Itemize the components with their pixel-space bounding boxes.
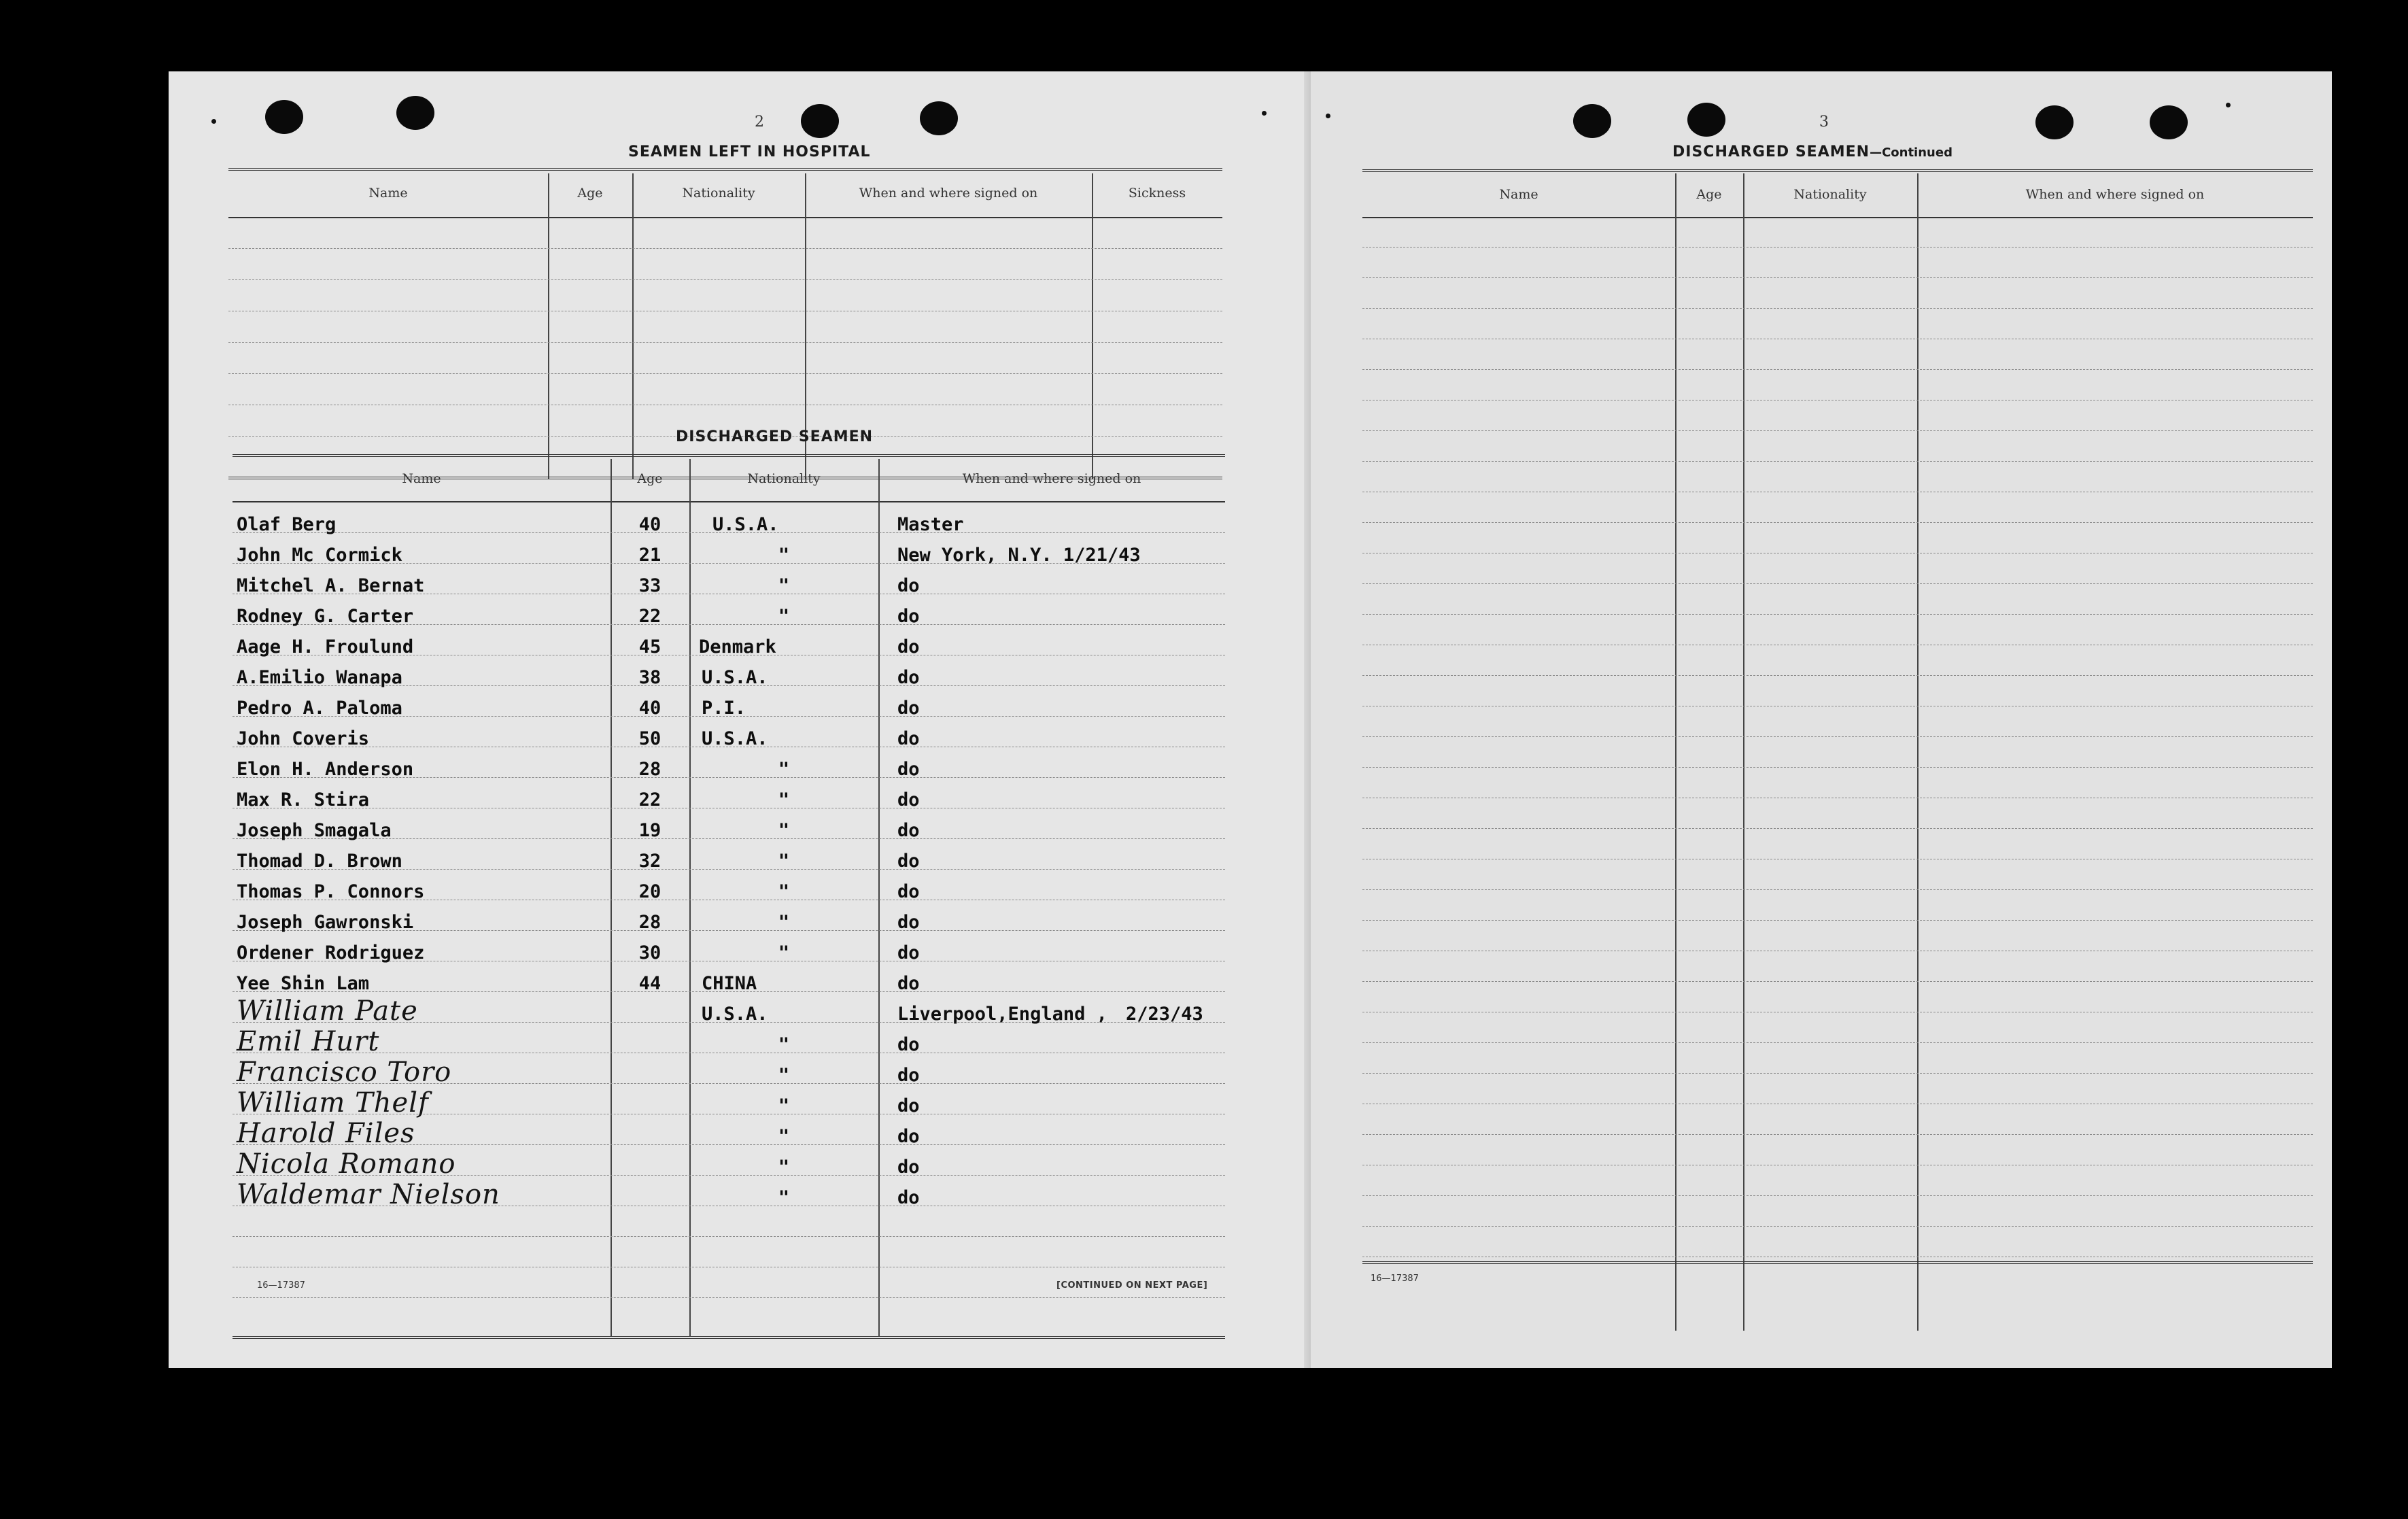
seaman-name-handwritten: Nicola Romano: [237, 1148, 456, 1180]
seaman-nationality: Denmark: [699, 636, 776, 658]
seaman-name-handwritten: Harold Files: [237, 1118, 415, 1149]
seaman-age: 33: [638, 575, 661, 596]
seaman-signed-on: do: [897, 820, 920, 841]
form-number: 16—17387: [1371, 1274, 1419, 1284]
seaman-signed-date: 2/23/43: [1126, 1004, 1203, 1025]
seaman-nationality: ": [778, 1034, 790, 1055]
seaman-name: Yee Shin Lam: [237, 973, 370, 994]
speck: [1326, 114, 1330, 118]
col-name: Name: [1499, 187, 1538, 202]
seaman-signed-on: do: [897, 973, 920, 994]
seaman-nationality: ": [778, 851, 790, 872]
seaman-age: 28: [638, 912, 661, 933]
seaman-nationality: U.S.A.: [702, 667, 768, 688]
seaman-nationality: ": [778, 545, 790, 566]
col-sickness: Sickness: [1128, 186, 1186, 201]
speck: [1262, 111, 1267, 116]
seaman-age: 28: [638, 759, 661, 780]
seaman-age: 50: [638, 728, 661, 749]
seaman-signed-on: do: [897, 1034, 920, 1055]
seaman-name-handwritten: Emil Hurt: [237, 1026, 380, 1057]
seaman-name-handwritten: William Pate: [237, 995, 418, 1027]
seaman-signed-on: do: [897, 1095, 920, 1116]
seaman-age: 20: [638, 881, 661, 902]
seaman-signed-on: do: [897, 698, 920, 719]
row-rule: [1362, 1226, 2313, 1227]
seaman-name-handwritten: Francisco Toro: [237, 1057, 452, 1088]
row-rule: [1362, 583, 2313, 584]
row-rule: [233, 1236, 1225, 1237]
speck: [2226, 103, 2231, 107]
seaman-age: 30: [638, 942, 661, 963]
col-age: Age: [577, 186, 603, 201]
col-nationality: Nationality: [682, 186, 755, 201]
seaman-name: Joseph Smagala: [237, 820, 392, 841]
section-title-suffix: —Continued: [1870, 146, 1953, 160]
seaman-nationality: ": [778, 820, 790, 841]
seaman-signed-on: Master: [897, 514, 964, 535]
col-signed-on: When and where signed on: [962, 471, 1141, 486]
seaman-nationality: ": [778, 1126, 790, 1147]
row-rule: [1362, 430, 2313, 431]
seaman-signed-on: do: [897, 575, 920, 596]
seaman-name: Elon H. Anderson: [237, 759, 414, 780]
seaman-name: John Coveris: [237, 728, 370, 749]
seaman-signed-on: do: [897, 912, 920, 933]
seaman-name-handwritten: William Thelf: [237, 1087, 429, 1119]
seaman-nationality: ": [778, 575, 790, 596]
page-number: 2: [755, 114, 764, 131]
row-rule: [1362, 736, 2313, 737]
seaman-nationality: ": [778, 912, 790, 933]
seaman-signed-on: do: [897, 1187, 920, 1208]
punch-hole: [801, 104, 839, 138]
seaman-signed-on: do: [897, 606, 920, 627]
row-rule: [233, 1297, 1225, 1298]
col-signed-on: When and where signed on: [2025, 187, 2205, 202]
form-number: 16—17387: [257, 1280, 305, 1291]
punch-hole: [2150, 105, 2188, 139]
seaman-nationality: U.S.A.: [712, 514, 779, 535]
seaman-signed-on: do: [897, 759, 920, 780]
punch-hole: [265, 100, 303, 134]
seaman-nationality: ": [778, 1065, 790, 1086]
row-rule: [1362, 675, 2313, 676]
row-rule: [1362, 920, 2313, 921]
row-rule: [1362, 247, 2313, 248]
punch-hole: [396, 96, 434, 130]
hospital-section-title: SEAMEN LEFT IN HOSPITAL: [628, 143, 871, 160]
seaman-signed-on: do: [897, 851, 920, 872]
seaman-age: 40: [638, 514, 661, 535]
seaman-signed-on: do: [897, 636, 920, 658]
row-rule: [1362, 981, 2313, 982]
page-number: 3: [1819, 114, 1829, 131]
seaman-signed-on: do: [897, 667, 920, 688]
seaman-name: Pedro A. Paloma: [237, 698, 402, 719]
seaman-nationality: ": [778, 942, 790, 963]
seaman-nationality: ": [778, 1095, 790, 1116]
seaman-nationality: ": [778, 1187, 790, 1208]
discharged-section-title: DISCHARGED SEAMEN: [676, 428, 874, 445]
row-rule: [1362, 767, 2313, 768]
row-rule: [1362, 308, 2313, 309]
row-rule: [1362, 522, 2313, 523]
seaman-name: Olaf Berg: [237, 514, 337, 535]
seaman-nationality: ": [778, 606, 790, 627]
seaman-signed-on: do: [897, 1126, 920, 1147]
row-rule: [1362, 828, 2313, 829]
row-rule: [1362, 1042, 2313, 1043]
seaman-name: Joseph Gawronski: [237, 912, 414, 933]
seaman-name: Rodney G. Carter: [237, 606, 414, 627]
seaman-age: 40: [638, 698, 661, 719]
seaman-signed-on: do: [897, 728, 920, 749]
seaman-age: 22: [638, 606, 661, 627]
speck: [211, 119, 216, 124]
row-rule: [1362, 1073, 2313, 1074]
row-rule: [1362, 461, 2313, 462]
seaman-age: 45: [638, 636, 661, 658]
seaman-name: Mitchel A. Bernat: [237, 575, 425, 596]
seaman-nationality: CHINA: [702, 973, 757, 994]
seaman-nationality: ": [778, 759, 790, 780]
row-rule: [1362, 1195, 2313, 1196]
col-signed-on: When and where signed on: [859, 186, 1038, 201]
seaman-signed-on: Liverpool,England ,: [897, 1004, 1107, 1025]
seaman-name: John Mc Cormick: [237, 545, 402, 566]
row-rule: [1362, 277, 2313, 278]
seaman-nationality: ": [778, 1157, 790, 1178]
seaman-signed-on: do: [897, 1157, 920, 1178]
punch-hole: [1687, 103, 1725, 137]
row-rule: [1362, 369, 2313, 370]
seaman-signed-on: do: [897, 942, 920, 963]
left-page: [169, 71, 1311, 1368]
seaman-age: 32: [638, 851, 661, 872]
seaman-age: 44: [638, 973, 661, 994]
seaman-age: 21: [638, 545, 661, 566]
seaman-nationality: U.S.A.: [702, 728, 768, 749]
col-nationality: Nationality: [1793, 187, 1867, 202]
seaman-name-handwritten: Waldemar Nielson: [237, 1179, 500, 1210]
seaman-nationality: ": [778, 789, 790, 810]
seaman-nationality: P.I.: [702, 698, 746, 719]
col-age: Age: [637, 471, 663, 486]
right-page: [1311, 71, 2332, 1368]
seaman-age: 38: [638, 667, 661, 688]
seaman-nationality: ": [778, 881, 790, 902]
seaman-name: Thomas P. Connors: [237, 881, 425, 902]
seaman-age: 22: [638, 789, 661, 810]
seaman-name: Aage H. Froulund: [237, 636, 414, 658]
row-rule: [1362, 1134, 2313, 1135]
seaman-signed-on: do: [897, 881, 920, 902]
punch-hole: [920, 101, 958, 135]
seaman-nationality: U.S.A.: [702, 1004, 768, 1025]
section-title: [1672, 143, 1953, 160]
seaman-signed-on: New York, N.Y. 1/21/43: [897, 545, 1141, 566]
seaman-signed-on: do: [897, 1065, 920, 1086]
seaman-name: A.Emilio Wanapa: [237, 667, 402, 688]
col-nationality: Nationality: [747, 471, 821, 486]
seaman-name: Max R. Stira: [237, 789, 370, 810]
col-name: Name: [368, 186, 408, 201]
section-title-main: DISCHARGED SEAMEN: [1672, 143, 1870, 160]
col-name: Name: [402, 471, 441, 486]
seaman-signed-on: do: [897, 789, 920, 810]
seaman-age: 19: [638, 820, 661, 841]
row-rule: [1362, 889, 2313, 890]
continued-note: [CONTINUED ON NEXT PAGE]: [1056, 1280, 1208, 1291]
seaman-name: Ordener Rodriguez: [237, 942, 425, 963]
col-age: Age: [1696, 187, 1722, 202]
seaman-name: Thomad D. Brown: [237, 851, 402, 872]
punch-hole: [1573, 104, 1611, 138]
row-rule: [1362, 614, 2313, 615]
punch-hole: [2035, 105, 2074, 139]
